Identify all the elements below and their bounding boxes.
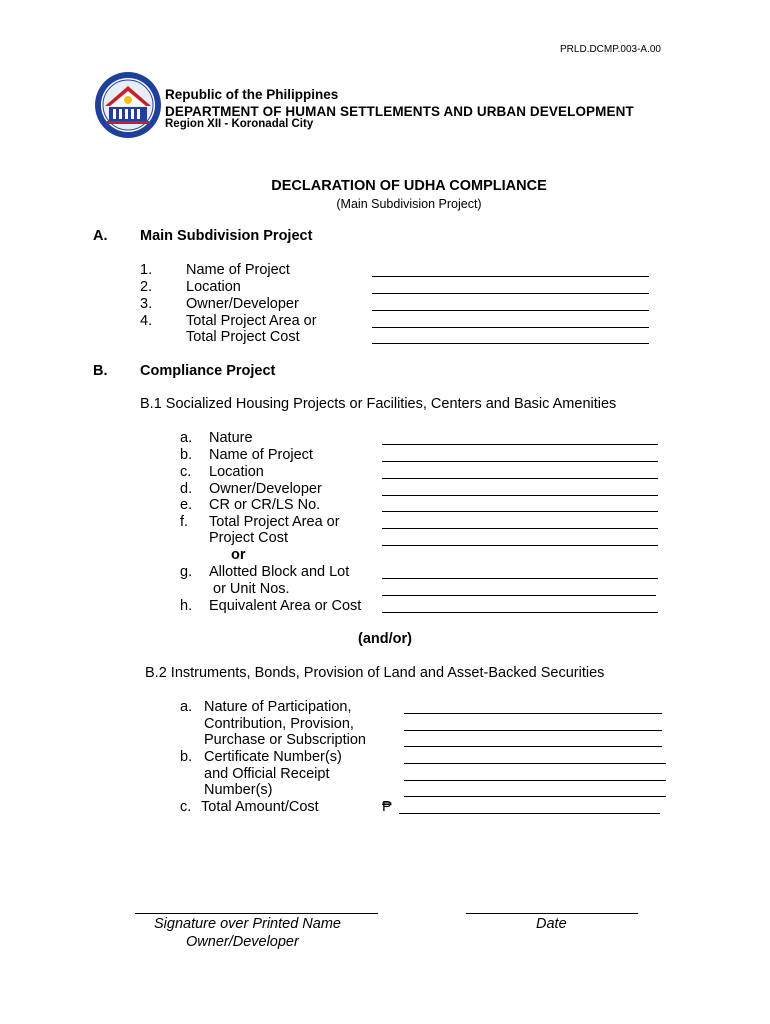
b2b-label: Certificate Number(s): [204, 749, 342, 765]
a1-label: Name of Project: [186, 262, 290, 278]
b2-title: B.2 Instruments, Bonds, Provision of Land and Asset-Backed Securities: [145, 665, 605, 681]
b2b-label-cont2: Number(s): [204, 782, 273, 798]
b1f-project-cost-field[interactable]: [382, 545, 658, 546]
b2b-certificate-field[interactable]: [404, 763, 666, 764]
b1g-label: Allotted Block and Lot: [209, 564, 350, 580]
b1c-location-field[interactable]: [382, 478, 658, 479]
b1g-unit-nos-field[interactable]: [382, 595, 656, 596]
a3-label: Owner/Developer: [186, 296, 299, 312]
a2-num: 2.: [140, 279, 153, 295]
b1e-label: CR or CR/LS No.: [209, 497, 321, 513]
page-title: DECLARATION OF UDHA COMPLIANCE: [271, 178, 547, 194]
date-label: Date: [536, 916, 567, 932]
a4-num: 4.: [140, 313, 153, 329]
signature-label: Signature over Printed Name: [154, 916, 341, 932]
b2a-contribution-field[interactable]: [404, 730, 662, 731]
b1-title: B.1 Socialized Housing Projects or Facilities, Centers and Basic Amenities: [140, 396, 617, 412]
b1f-label: Total Project Area or: [209, 514, 340, 530]
a1-num: 1.: [140, 262, 153, 278]
signature-line[interactable]: [135, 913, 378, 914]
b1f-num: f.: [180, 514, 189, 530]
a4-total-area-field[interactable]: [372, 327, 649, 328]
b2a-label: Nature of Participation,: [204, 699, 352, 715]
b1b-label: Name of Project: [209, 447, 313, 463]
form-code: PRLD.DCMP.003-A.00: [560, 44, 661, 55]
b1b-num: b.: [180, 447, 193, 463]
section-b-title: Compliance Project: [140, 363, 276, 379]
b1h-label: Equivalent Area or Cost: [209, 598, 362, 614]
header-republic: Republic of the Philippines: [165, 87, 339, 102]
a2-location-field[interactable]: [372, 293, 649, 294]
b1b-name-of-project-field[interactable]: [382, 461, 658, 462]
b2a-label-cont2: Purchase or Subscription: [204, 732, 366, 748]
b1e-cr-ls-field[interactable]: [382, 511, 658, 512]
a3-num: 3.: [140, 296, 153, 312]
b1-or-text: or: [231, 547, 246, 563]
page-subtitle: (Main Subdivision Project): [336, 197, 482, 211]
b2b-num: b.: [180, 749, 193, 765]
b2a-purchase-field[interactable]: [404, 746, 662, 747]
a2-label: Location: [186, 279, 241, 295]
b1d-num: d.: [180, 481, 193, 497]
a4-label-cont: Total Project Cost: [186, 329, 300, 345]
header-department: DEPARTMENT OF HUMAN SETTLEMENTS AND URBAN DEVELOPMENT: [165, 104, 634, 119]
b2b-label-cont1: and Official Receipt: [204, 766, 330, 782]
section-a-letter: A.: [93, 228, 108, 244]
a4-total-cost-field[interactable]: [372, 343, 649, 344]
b1e-num: e.: [180, 497, 193, 513]
b2b-receipt-number-field[interactable]: [404, 796, 666, 797]
b1c-num: c.: [180, 464, 192, 480]
b1c-label: Location: [209, 464, 264, 480]
b2c-total-amount-field[interactable]: [399, 813, 660, 814]
b1h-equivalent-area-field[interactable]: [382, 612, 658, 613]
b1g-block-lot-field[interactable]: [382, 578, 658, 579]
signature-sublabel: Owner/Developer: [186, 934, 299, 950]
b1a-num: a.: [180, 430, 193, 446]
a3-owner-developer-field[interactable]: [372, 310, 649, 311]
peso-sign: ₱: [382, 799, 392, 815]
b2a-num: a.: [180, 699, 193, 715]
b1h-num: h.: [180, 598, 193, 614]
b1d-label: Owner/Developer: [209, 481, 322, 497]
b1f-label-cont: Project Cost: [209, 530, 288, 546]
b2b-receipt-field[interactable]: [404, 780, 666, 781]
header-region: Region XII - Koronadal City: [165, 118, 314, 130]
a4-label: Total Project Area or: [186, 313, 317, 329]
dhsud-seal-logo: [93, 70, 163, 140]
section-b-letter: B.: [93, 363, 108, 379]
date-line[interactable]: [466, 913, 638, 914]
and-or-text: (and/or): [358, 631, 412, 647]
b1f-total-area-field[interactable]: [382, 528, 658, 529]
b1g-num: g.: [180, 564, 193, 580]
b1a-nature-field[interactable]: [382, 444, 658, 445]
b1a-label: Nature: [209, 430, 253, 446]
a1-name-of-project-field[interactable]: [372, 276, 649, 277]
b2c-num: c.: [180, 799, 192, 815]
b2c-label: Total Amount/Cost: [201, 799, 319, 815]
b1g-label-cont: or Unit Nos.: [213, 581, 290, 597]
b1d-owner-developer-field[interactable]: [382, 495, 658, 496]
b2a-label-cont1: Contribution, Provision,: [204, 716, 354, 732]
b2a-participation-field[interactable]: [404, 713, 662, 714]
section-a-title: Main Subdivision Project: [140, 228, 313, 244]
